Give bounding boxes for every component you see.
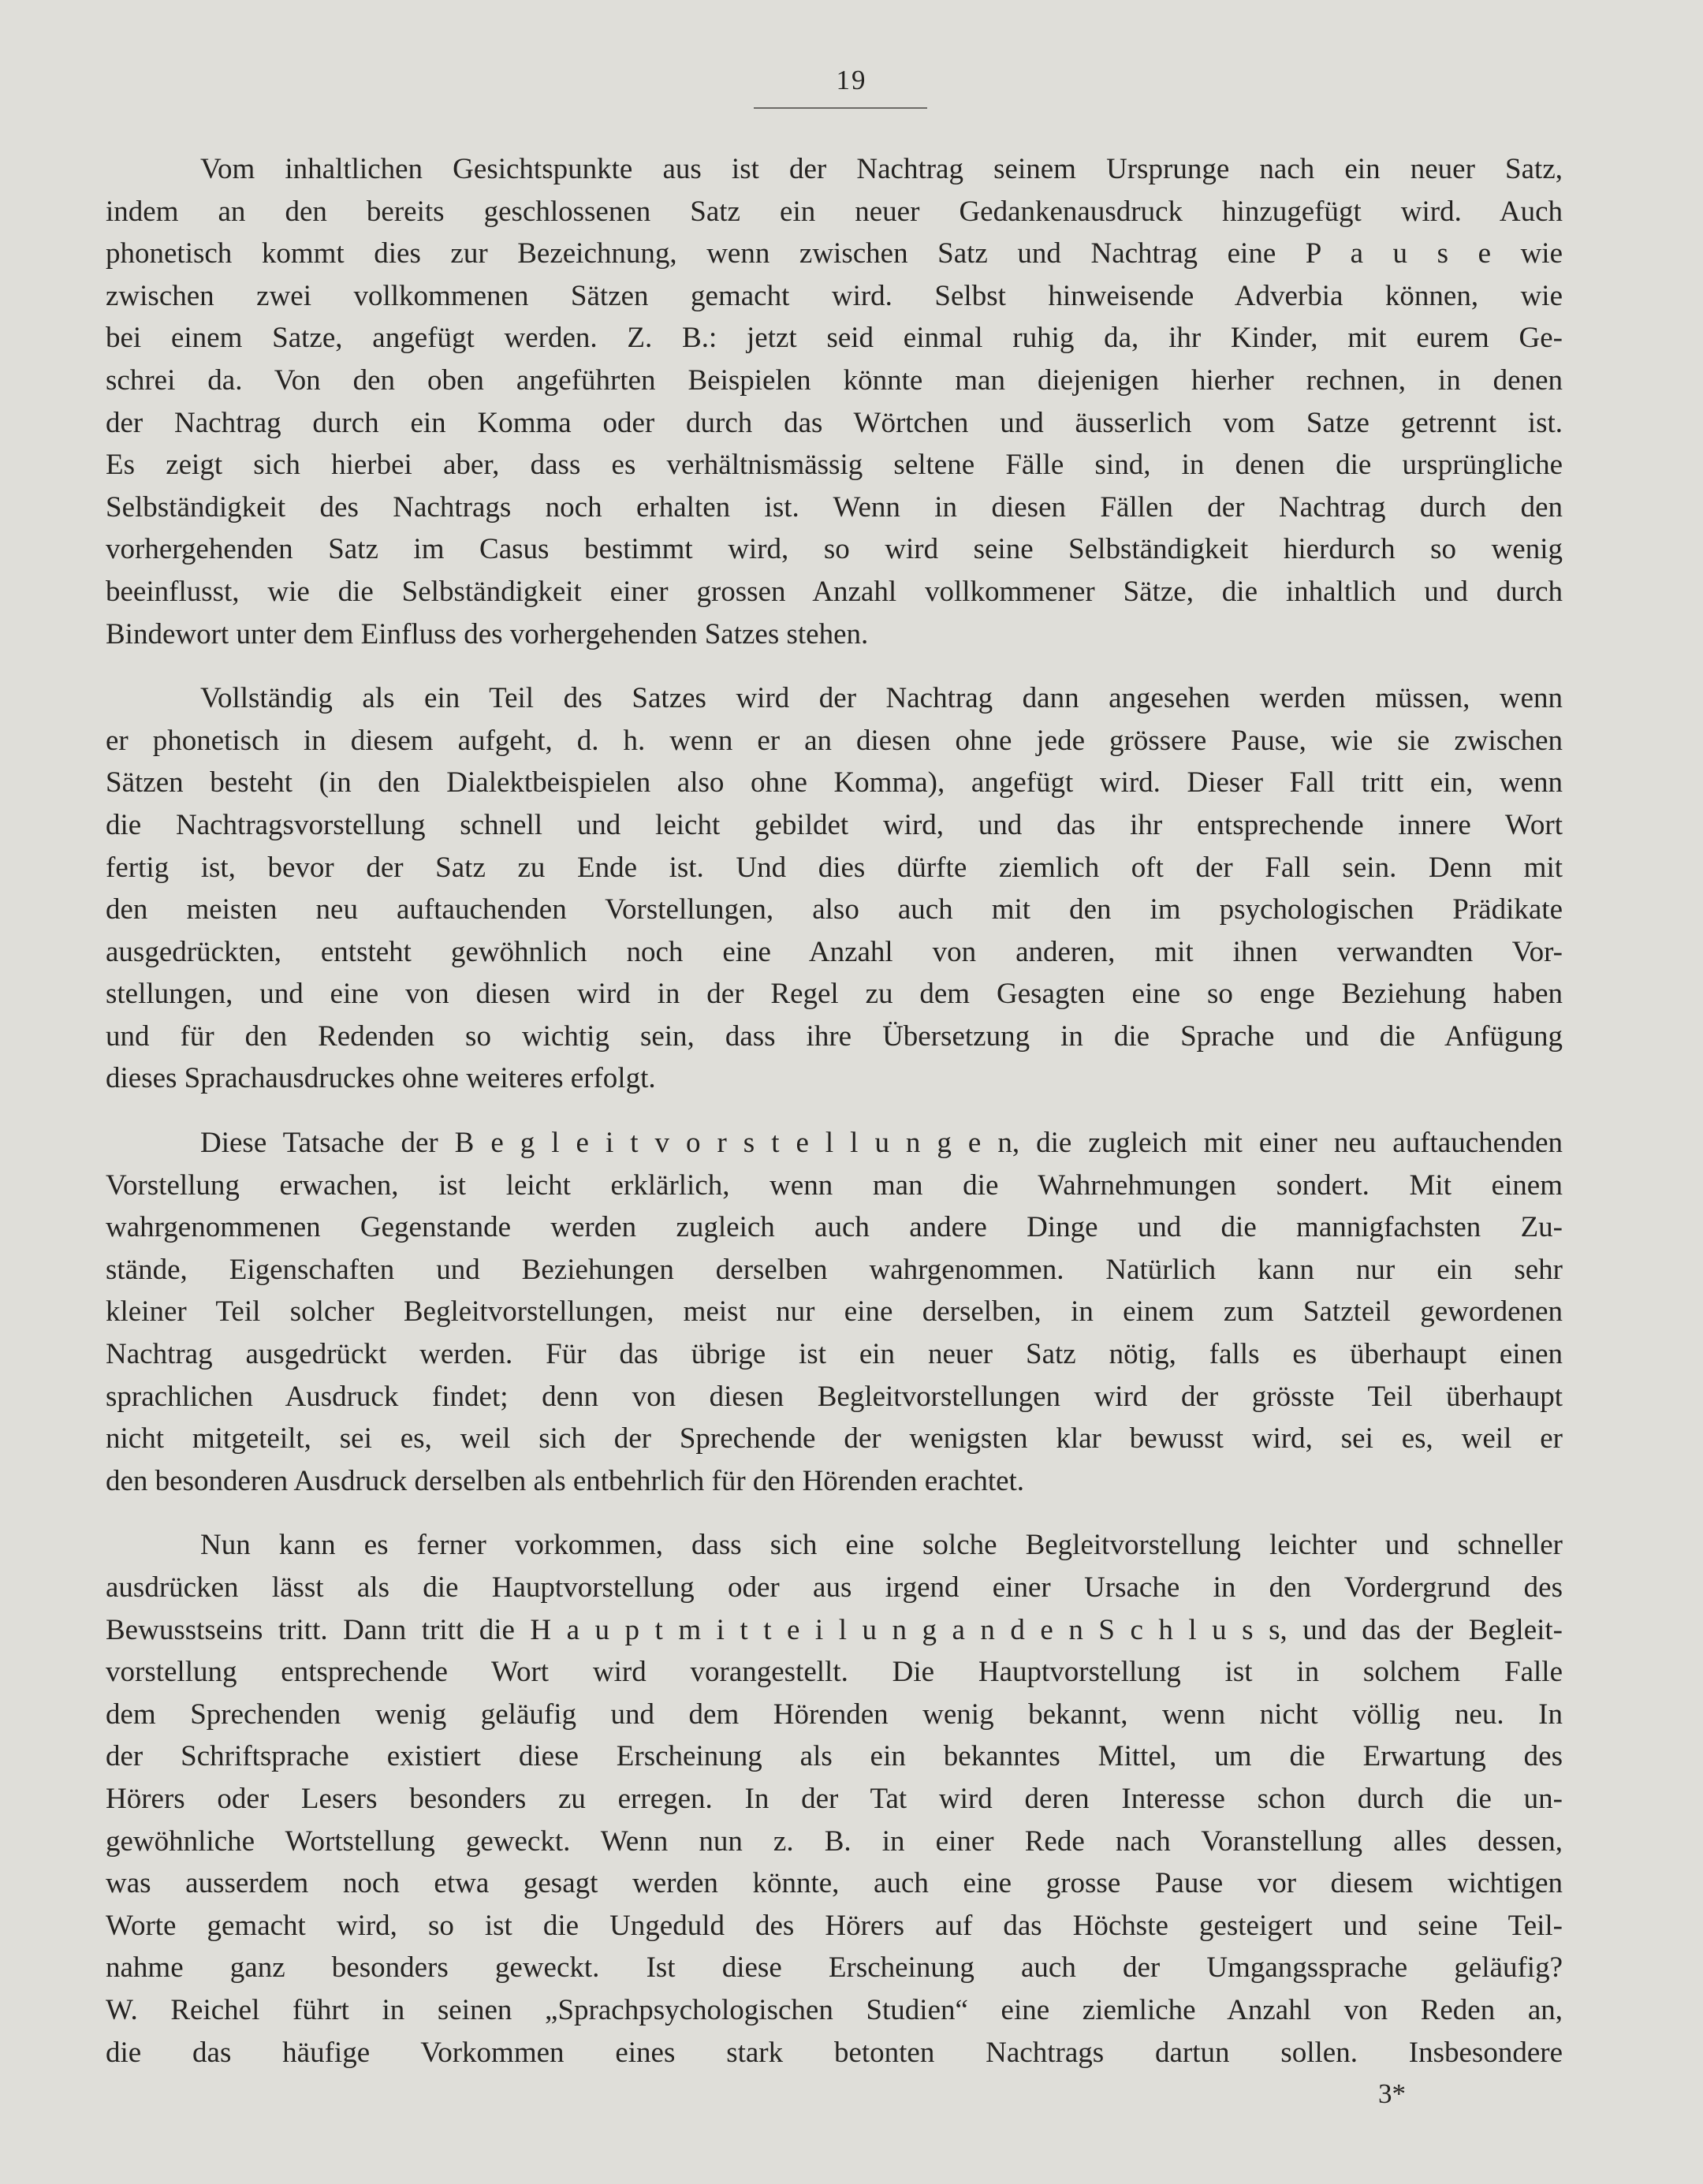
text-line: Nachtrag ausgedrückt werden. Für das übrige ist ein neuer Satz nötig, falls es überhaupt einen bbox=[106, 1338, 1563, 1371]
page-number: 19 bbox=[836, 65, 867, 95]
text-line: Diese Tatsache der B e g l e i t v o r s t e l l u n g e n, die zugleich mit einer neu auftauchenden bbox=[200, 1127, 1563, 1160]
paragraph bbox=[106, 1122, 1563, 1502]
text-line: und für den Redenden so wichtig sein, dass ihre Übersetzung in die Sprache und die Anfügung bbox=[106, 1019, 1563, 1053]
text-line: Selbständigkeit des Nachtrags noch erhalten ist. Wenn in diesen Fällen der Nachtrag durch den bbox=[106, 490, 1563, 524]
text-line: bei einem Satze, angefügt werden. Z. B.: jetzt seid einmal ruhig da, ihr Kinder, mit eurem Ge- bbox=[106, 322, 1563, 355]
text-line: Vom inhaltlichen Gesichtspunkte aus ist der Nachtrag seinem Ursprunge nach ein neuer Satz, bbox=[200, 153, 1563, 185]
text-line: vorhergehenden Satz im Casus bestimmt wird, so wird seine Selbständigkeit hierdurch so wenig bbox=[106, 533, 1563, 566]
text-line: Es zeigt sich hierbei aber, dass es verhältnismässig seltene Fälle sind, in denen die ursprüngliche bbox=[106, 449, 1563, 482]
text-line: Bewusstseins tritt. Dann tritt die H a u p t m i t t e i l u n g a n d e n S c h l u s s, und das der Begleit- bbox=[106, 1613, 1563, 1646]
text-line: stände, Eigenschaften und Beziehungen derselben wahrgenommen. Natürlich kann nur ein sehr bbox=[106, 1253, 1563, 1286]
text-line: nahme ganz besonders geweckt. Ist diese Erscheinung auch der Umgangssprache geläufig? bbox=[106, 1951, 1563, 1985]
body-text bbox=[106, 148, 1563, 2096]
text-line: der Nachtrag durch ein Komma oder durch das Wörtchen und äusserlich vom Satze getrennt ist. bbox=[106, 406, 1563, 439]
text-line: indem an den bereits geschlossenen Satz ein neuer Gedankenausdruck hinzugefügt wird. Auch bbox=[106, 195, 1563, 228]
text-line: fertig ist, bevor der Satz zu Ende ist. Und dies dürfte ziemlich oft der Fall sein. Denn mit bbox=[106, 851, 1563, 884]
text-line: nicht mitgeteilt, sei es, weil sich der Sprechende der wenigsten klar bewusst wird, sei es, weil er bbox=[106, 1422, 1563, 1455]
text-line: stellungen, und eine von diesen wird in der Regel zu dem Gesagten eine so enge Beziehung haben bbox=[106, 978, 1563, 1011]
text-line: dem Sprechenden wenig geläufig und dem Hörenden wenig bekannt, wenn nicht völlig neu. In bbox=[106, 1698, 1563, 1731]
text-line: Vorstellung erwachen, ist leicht erklärlich, wenn man die Wahrnehmungen sondert. Mit einem bbox=[106, 1168, 1563, 1202]
text-line: zwischen zwei vollkommenen Sätzen gemacht wird. Selbst hinweisende Adverbia können, wie bbox=[106, 279, 1563, 312]
header-rule bbox=[754, 107, 927, 109]
text-line: sprachlichen Ausdruck findet; denn von diesen Begleitvorstellungen wird der grösste Teil überhaupt bbox=[106, 1380, 1563, 1413]
text-line: kleiner Teil solcher Begleitvorstellungen, meist nur eine derselben, in einem zum Satzteil gewordenen bbox=[106, 1295, 1563, 1329]
paragraph bbox=[106, 148, 1563, 655]
text-line: den besonderen Ausdruck derselben als entbehrlich für den Hörenden erachtet. bbox=[106, 1464, 1025, 1497]
text-line: vorstellung entsprechende Wort wird vorangestellt. Die Hauptvorstellung ist in solchem Falle bbox=[106, 1656, 1563, 1689]
text-line: Bindewort unter dem Einfluss des vorhergehenden Satzes stehen. bbox=[106, 617, 869, 650]
text-line: was ausserdem noch etwa gesagt werden könnte, auch eine grosse Pause vor diesem wichtigen bbox=[106, 1867, 1563, 1900]
text-line: Vollständig als ein Teil des Satzes wird der Nachtrag dann angesehen werden müssen, wenn bbox=[200, 682, 1563, 715]
text-line: die das häufige Vorkommen eines stark betonten Nachtrags dartun sollen. Insbesondere bbox=[106, 2036, 1563, 2069]
text-line: W. Reichel führt in seinen „Sprachpsychologischen Studien“ eine ziemliche Anzahl von Reden an, bbox=[106, 1993, 1563, 2026]
text-line: schrei da. Von den oben angeführten Beispielen könnte man diejenigen hierher rechnen, in denen bbox=[106, 363, 1563, 397]
text-line: die Nachtragsvorstellung schnell und leicht gebildet wird, und das ihr entsprechende innere Wort bbox=[106, 808, 1563, 841]
text-line: phonetisch kommt dies zur Bezeichnung, wenn zwischen Satz und Nachtrag eine P a u s e wie bbox=[106, 237, 1563, 270]
text-line: ausdrücken lässt als die Hauptvorstellung oder aus irgend einer Ursache in den Vordergrund des bbox=[106, 1571, 1563, 1604]
text-line: beeinflusst, wie die Selbständigkeit einer grossen Anzahl vollkommener Sätze, die inhaltlich und durch bbox=[106, 575, 1563, 608]
text-line: wahrgenommenen Gegenstande werden zugleich auch andere Dinge und die mannigfachsten Zu- bbox=[106, 1211, 1563, 1244]
text-line: Worte gemacht wird, so ist die Ungeduld des Hörers auf das Höchste gesteigert und seine Teil- bbox=[106, 1909, 1563, 1942]
text-line: er phonetisch in diesem aufgeht, d. h. wenn er an diesen ohne jede grössere Pause, wie sie zwischen bbox=[106, 724, 1563, 757]
text-line: der Schriftsprache existiert diese Erscheinung als ein bekanntes Mittel, um die Erwartung des bbox=[106, 1740, 1563, 1773]
text-line: Nun kann es ferner vorkommen, dass sich eine solche Begleitvorstellung leichter und schneller bbox=[200, 1529, 1563, 1562]
text-line: ausgedrückten, entsteht gewöhnlich noch eine Anzahl von anderen, mit ihnen verwandten Vor- bbox=[106, 935, 1563, 968]
text-line: dieses Sprachausdruckes ohne weiteres erfolgt. bbox=[106, 1062, 656, 1095]
paragraph bbox=[106, 1524, 1563, 2074]
text-line: den meisten neu auftauchenden Vorstellungen, also auch mit den im psychologischen Prädikate bbox=[106, 893, 1563, 926]
text-line: gewöhnliche Wortstellung geweckt. Wenn nun z. B. in einer Rede nach Voranstellung alles dessen, bbox=[106, 1824, 1563, 1858]
text-line: Hörers oder Lesers besonders zu erregen. In der Tat wird deren Interesse schon durch die un- bbox=[106, 1782, 1563, 1815]
signature-mark: 3* bbox=[1378, 2078, 1406, 2109]
paragraph bbox=[106, 677, 1563, 1100]
text-line: Sätzen besteht (in den Dialektbeispielen also ohne Komma), angefügt wird. Dieser Fall tritt ein, wenn bbox=[106, 766, 1563, 799]
